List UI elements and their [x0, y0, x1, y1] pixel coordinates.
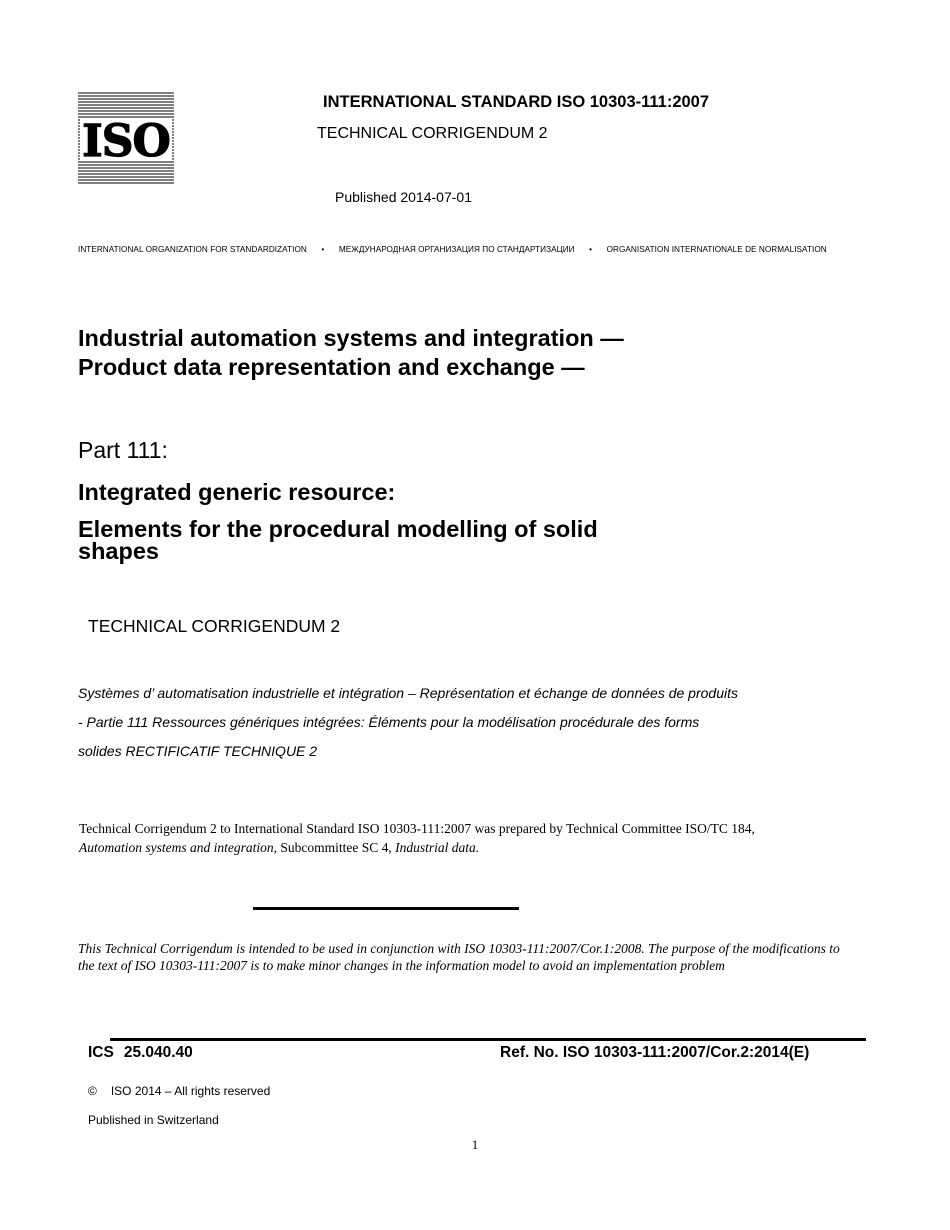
- purpose-statement: This Technical Corrigendum is intended to be used in conjunction with ISO 10303-111:2007/Cor.1:2008. The purpose of the modifications to the text of ISO 10303-111:2007 is to make minor changes in the information model to avoid an implementation problem: [78, 941, 840, 973]
- french-title-line-3: solides RECTIFICATIF TECHNIQUE 2: [78, 743, 318, 759]
- org-name-russian: МЕЖДУНАРОДНАЯ ОРГАНИЗАЦИЯ ПО СТАНДАРТИЗАЦИИ: [338, 245, 575, 254]
- reference-number: Ref. No. ISO 10303-111:2007/Cor.2:2014(E): [500, 1044, 810, 1061]
- corrigendum-header: TECHNICAL CORRIGENDUM 2: [317, 125, 548, 142]
- subtitle-1: Integrated generic resource:: [78, 479, 396, 505]
- copyright-text: ISO 2014 – All rights reserved: [110, 1084, 271, 1098]
- organization-names: [78, 245, 827, 254]
- preparation-statement: [79, 819, 809, 857]
- section-divider: [253, 907, 519, 910]
- french-title-line-2: - Partie 111 Ressources génériques intégrées: Éléments pour la modélisation procédurale des forms: [78, 714, 700, 730]
- title-line-2: Product data representation and exchange —: [78, 354, 585, 380]
- org-name-english: INTERNATIONAL ORGANIZATION FOR STANDARDIZATION: [78, 245, 307, 254]
- preparation-text-2: Subcommittee SC 4,: [277, 840, 396, 855]
- iso-logo: [78, 92, 174, 184]
- org-separator: •: [589, 245, 593, 254]
- title-line-1: Industrial automation systems and integration —: [78, 325, 624, 351]
- committee-name: Automation systems and integration,: [79, 840, 277, 855]
- document-title: [78, 324, 624, 382]
- page-number: 1: [471, 1137, 479, 1152]
- subtitle-2-line-2: shapes: [78, 538, 159, 564]
- org-name-french: ORGANISATION INTERNATIONALE DE NORMALISATION: [606, 245, 827, 254]
- copyright-notice: [88, 1084, 270, 1098]
- corrigendum-label: TECHNICAL CORRIGENDUM 2: [88, 616, 341, 636]
- ics-code: 25.040.40: [123, 1044, 193, 1061]
- ics-label: ICS: [88, 1044, 114, 1061]
- french-title-line-1: Systèmes d’ automatisation industrielle et intégration – Représentation et échange de données de produits: [78, 685, 738, 701]
- published-date: Published 2014-07-01: [335, 189, 472, 205]
- ics-classification: [88, 1044, 193, 1062]
- subtitle-2: [78, 518, 598, 562]
- footer-divider: [110, 1038, 866, 1041]
- preparation-text-1: Technical Corrigendum 2 to International Standard ISO 10303-111:2007 was prepared by Technical Committee ISO/TC 184,: [79, 821, 755, 836]
- part-number: Part 111:: [78, 437, 168, 463]
- iso-logo-text: ISO: [82, 116, 170, 167]
- subcommittee-name: Industrial data.: [395, 840, 480, 855]
- org-separator: •: [321, 245, 325, 254]
- subtitle-2-line-1: Elements for the procedural modelling of solid: [78, 516, 598, 542]
- published-in: Published in Switzerland: [88, 1113, 219, 1127]
- copyright-symbol: ©: [88, 1084, 97, 1098]
- standard-title: INTERNATIONAL STANDARD ISO 10303-111:2007: [323, 93, 710, 111]
